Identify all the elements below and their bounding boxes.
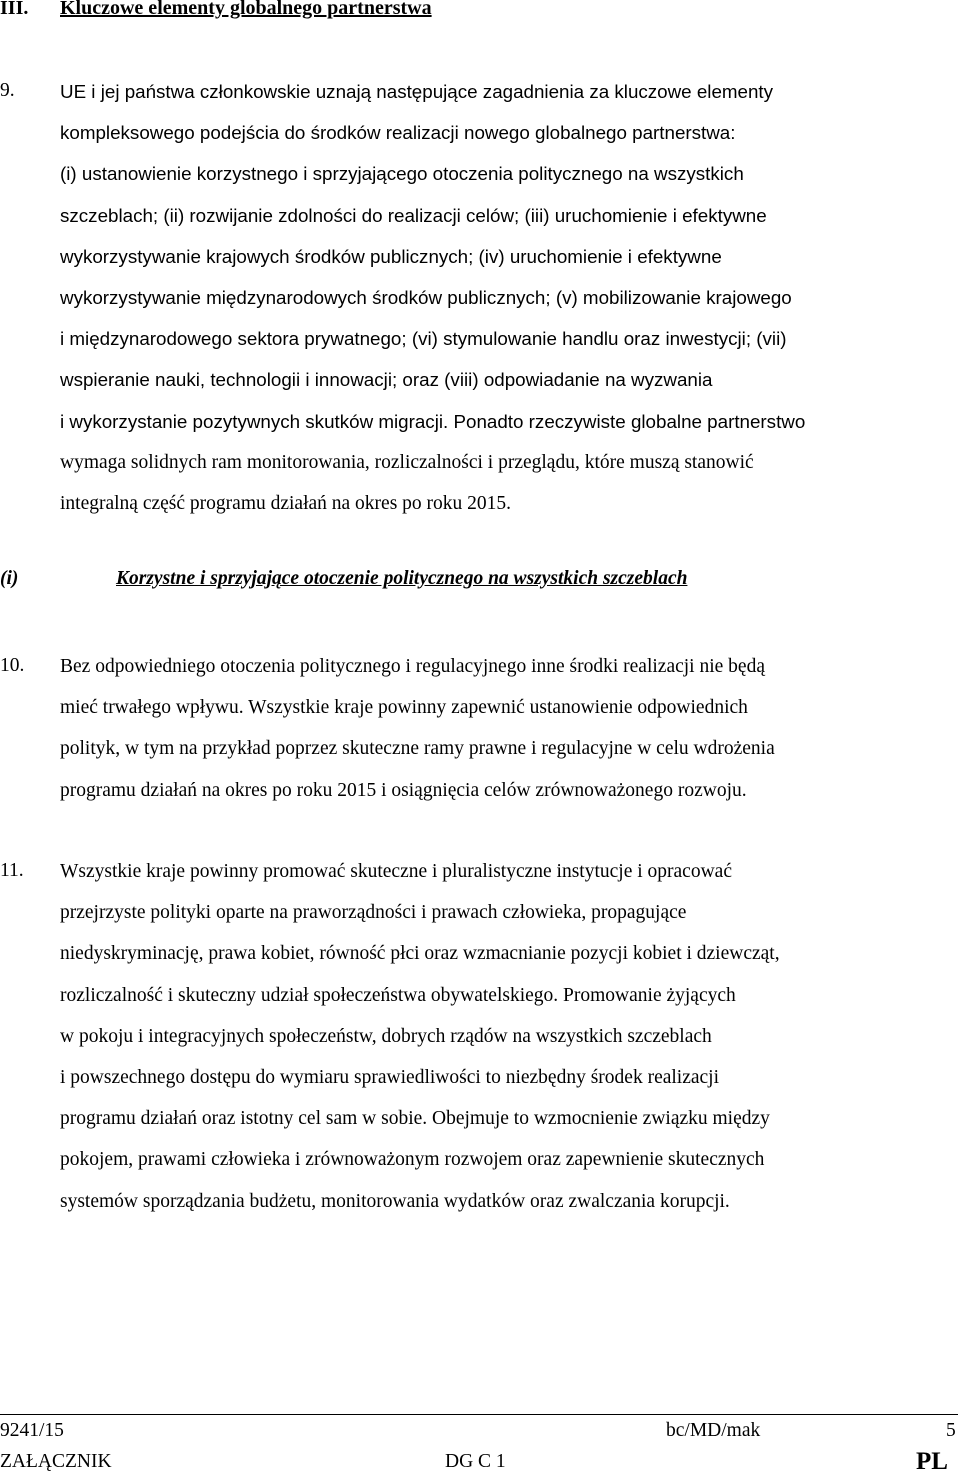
paragraph-body	[60, 71, 940, 524]
paragraph-line: pokojem, prawami człowieka i zrównoważonym rozwojem oraz zapewnienie skutecznych	[60, 1149, 765, 1171]
paragraph-line: Wszystkie kraje powinny promować skuteczne i pluralistyczne instytucje i opracować	[60, 861, 732, 882]
paragraph-body	[60, 646, 940, 811]
paragraph-line: wymaga solidnych ram monitorowania, rozliczalności i przeglądu, które muszą stanowić	[60, 451, 754, 473]
paragraph-number: 9.	[0, 80, 15, 101]
paragraph-line: wykorzystywanie krajowych środków publicznych; (iv) uruchomienie i efektywne	[60, 245, 722, 267]
paragraph-line: polityk, w tym na przykład poprzez skuteczne ramy prawne i regulacyjne w celu wdrożenia	[60, 738, 775, 760]
subsection-title: Korzystne i sprzyjające otoczenie politycznego na wszystkich szczeblach	[116, 568, 688, 589]
footer-page-number: 5	[946, 1420, 956, 1441]
paragraph-line: UE i jej państwa członkowskie uznają następujące zagadnienia za kluczowe elementy	[60, 81, 774, 102]
subsection-number: (i)	[0, 568, 19, 589]
paragraph-line: wykorzystywanie międzynarodowych środków publicznych; (v) mobilizowanie krajowego	[60, 287, 792, 309]
paragraph-number: 11.	[0, 860, 24, 881]
paragraph-line: (i) ustanowienie korzystnego i sprzyjającego otoczenia politycznego na wszystkich	[60, 163, 744, 185]
paragraph-line: mieć trwałego wpływu. Wszystkie kraje powinny zapewnić ustanowienie odpowiednich	[60, 697, 748, 719]
paragraph-line: szczeblach; (ii) rozwijanie zdolności do realizacji celów; (iii) uruchomienie i efektywne	[60, 204, 767, 226]
footer-directorate: DG C 1	[445, 1451, 506, 1472]
paragraph-line: wspieranie nauki, technologii i innowacji; oraz (viii) odpowiadanie na wyzwania	[60, 369, 713, 391]
section-number: III.	[0, 0, 29, 19]
paragraph-number: 10.	[0, 655, 25, 676]
footer-annex-label: ZAŁĄCZNIK	[0, 1451, 112, 1472]
footer-initials: bc/MD/mak	[666, 1420, 761, 1441]
section-title: Kluczowe elementy globalnego partnerstwa	[60, 0, 432, 19]
paragraph-line: i międzynarodowego sektora prywatnego; (vi) stymulowanie handlu oraz inwestycji; (vii)	[60, 328, 787, 350]
paragraph-line: programu działań oraz istotny cel sam w sobie. Obejmuje to wzmocnienie związku między	[60, 1108, 770, 1130]
paragraph-line: rozliczalność i skuteczny udział społeczeństwa obywatelskiego. Promowanie żyjących	[60, 984, 736, 1006]
paragraph-line: przejrzyste polityki oparte na praworządności i prawach człowieka, propagujące	[60, 902, 687, 924]
paragraph-body	[60, 851, 940, 1222]
paragraph-line: i wykorzystanie pozytywnych skutków migracji. Ponadto rzeczywiste globalne partnerstwo	[60, 410, 806, 432]
footer-language-code: PL	[916, 1448, 948, 1475]
paragraph-line: kompleksowego podejścia do środków realizacji nowego globalnego partnerstwa:	[60, 122, 736, 144]
paragraph-line: systemów sporządzania budżetu, monitorowania wydatków oraz zwalczania korupcji.	[60, 1190, 730, 1212]
paragraph-line: i powszechnego dostępu do wymiaru sprawiedliwości to niezbędny środek realizacji	[60, 1067, 720, 1089]
paragraph-line: Bez odpowiedniego otoczenia politycznego i regulacyjnego inne środki realizacji nie będą	[60, 656, 765, 677]
footer-document-code: 9241/15	[0, 1420, 64, 1441]
section-heading	[0, 0, 432, 20]
paragraph-line: integralną część programu działań na okres po roku 2015.	[60, 493, 512, 515]
paragraph-line: programu działań na okres po roku 2015 i osiągnięcia celów zrównoważonego rozwoju.	[60, 779, 747, 801]
paragraph-line: w pokoju i integracyjnych społeczeństw, dobrych rządów na wszystkich szczeblach	[60, 1025, 712, 1047]
paragraph-line: niedyskryminację, prawa kobiet, równość płci oraz wzmacnianie pozycji kobiet i dziewcząt,	[60, 943, 780, 965]
footer-divider	[0, 1414, 958, 1415]
